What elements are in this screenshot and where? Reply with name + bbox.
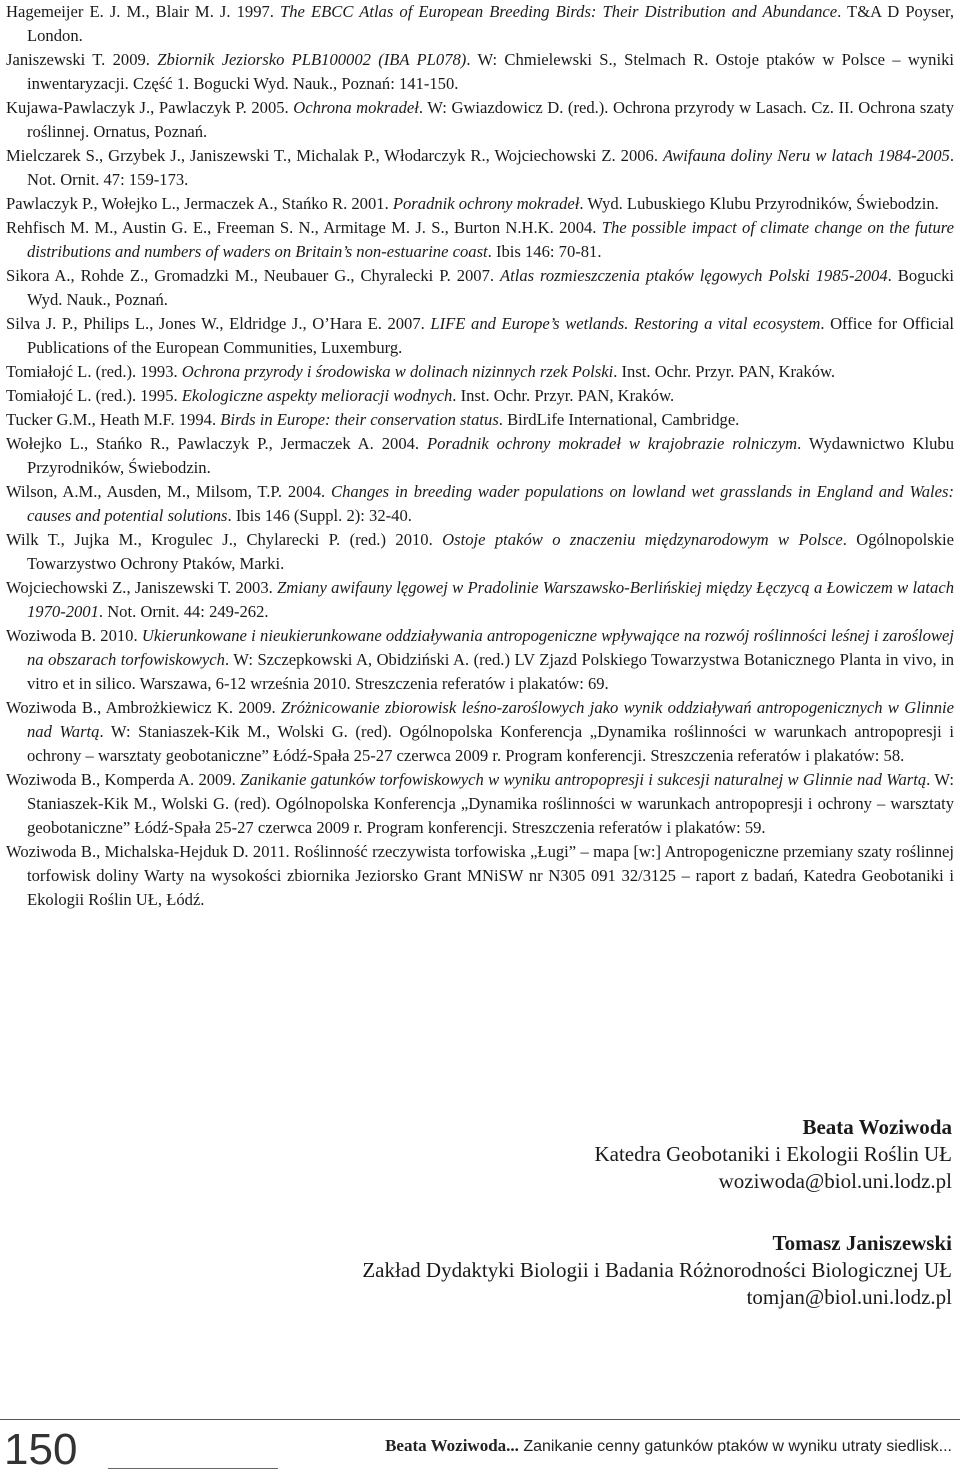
reference-source: . Wyd. Lubuskiego Klubu Przyrodników, Świebodzin.	[579, 194, 939, 213]
author-name: Tomasz Janiszewski	[772, 1231, 952, 1255]
reference-authors: Tucker G.M., Heath M.F. 1994.	[6, 410, 221, 429]
reference-title: Poradnik ochrony mokradeł w krajobrazie rolniczym	[426, 434, 798, 453]
reference-entry	[6, 96, 954, 144]
reference-authors: Wilson, A.M., Ausden, M., Milsom, T.P. 2004.	[6, 482, 332, 501]
author-email[interactable]: tomjan@biol.uni.lodz.pl	[746, 1285, 952, 1309]
reference-source: . BirdLife International, Cambridge.	[498, 410, 740, 429]
reference-title: Zróżnicowanie zbiorowisk leśno-zaroślowych jako wynik oddziaływań antropogenicznych w Glinnie nad Wartą	[27, 698, 954, 741]
reference-source: . Not. Ornit. 47: 159-173.	[27, 146, 954, 189]
reference-entry	[6, 384, 954, 408]
reference-title: Atlas rozmieszczenia ptaków lęgowych Polski 1985-2004	[499, 266, 888, 285]
reference-authors: Mielczarek S., Grzybek J., Janiszewski T., Michalak P., Włodarczyk R., Wojciechowski Z. 2006.	[6, 146, 663, 165]
author-affiliation: Katedra Geobotaniki i Ekologii Roślin UŁ	[594, 1142, 952, 1166]
running-head-title: Zanikanie cenny gatunków ptaków w wyniku utraty siedlisk...	[518, 1438, 952, 1455]
reference-source: . Ogólnopolskie Towarzystwo Ochrony Ptaków, Marki.	[27, 530, 954, 573]
reference-title: Ochrona przyrody i środowiska w dolinach nizinnych rzek Polski	[181, 362, 614, 381]
reference-authors: Tomiałojć L. (red.). 1995.	[6, 386, 182, 405]
reference-entry	[6, 480, 954, 528]
reference-authors: Wilk T., Jujka M., Krogulec J., Chylarecki P. (red.) 2010.	[6, 530, 443, 549]
reference-authors: Silva J. P., Philips L., Jones W., Eldridge J., O’Hara E. 2007.	[6, 314, 431, 333]
reference-title: Changes in breeding wader populations on lowland wet grasslands in England and Wales: causes and potential solutions	[27, 482, 955, 525]
reference-title: The EBCC Atlas of European Breeding Birds: Their Distribution and Abundance	[280, 2, 838, 21]
author-block-1	[594, 1114, 952, 1195]
reference-source: . Ibis 146: 70-81.	[487, 242, 602, 261]
reference-source: . W: Gwiazdowicz D. (red.). Ochrona przyrody w Lasach. Cz. II. Ochrona szaty roślinnej. Ornatus, Poznań.	[27, 98, 954, 141]
reference-entry	[6, 840, 954, 912]
reference-entry	[6, 408, 954, 432]
footer-divider	[0, 1419, 960, 1420]
reference-authors: Woziwoda B., Komperda A. 2009.	[6, 770, 241, 789]
reference-entry	[6, 144, 954, 192]
reference-title: LIFE and Europe’s wetlands. Restoring a vital ecosystem	[430, 314, 821, 333]
reference-source: . Office for Official Publications of the European Communities, Luxemburg.	[27, 314, 954, 357]
reference-entry	[6, 48, 954, 96]
reference-title: Poradnik ochrony mokradeł	[392, 194, 580, 213]
reference-title: Awifauna doliny Neru w latach 1984-2005	[662, 146, 950, 165]
reference-entry	[6, 432, 954, 480]
reference-authors: Pawlaczyk P., Wołejko L., Jermaczek A., Stańko R. 2001.	[6, 194, 393, 213]
author-email[interactable]: woziwoda@biol.uni.lodz.pl	[718, 1169, 952, 1193]
reference-entry	[6, 528, 954, 576]
reference-source: . T&A D Poyser, London.	[27, 2, 954, 45]
reference-entry	[6, 576, 954, 624]
running-head-author: Beata Woziwoda...	[385, 1436, 519, 1455]
reference-entry	[6, 624, 954, 696]
reference-title: The possible impact of climate change on the future distributions and numbers of waders on Britain’s non-estuarine coast	[27, 218, 954, 261]
reference-authors: Hagemeijer E. J. M., Blair M. J. 1997.	[6, 2, 281, 21]
reference-source: . Inst. Ochr. Przyr. PAN, Kraków.	[452, 386, 675, 405]
reference-source: . Wydawnictwo Klubu Przyrodników, Świebodzin.	[27, 434, 955, 477]
reference-source: . W: Staniaszek-Kik M., Wolski G. (red). Ogólnopolska Konferencja „Dynamika roślinności w warunkach antropopresji i ochrony – warsztaty geobotaniczne” Łódź-Spała 25-27 czerwca 2009 r. Program konferencji. Streszczenia referatów i plakatów: 58.	[27, 722, 954, 765]
reference-list	[6, 0, 954, 912]
reference-source: . Ibis 146 (Suppl. 2): 32-40.	[227, 506, 412, 525]
reference-authors: Janiszewski T. 2009.	[6, 50, 158, 69]
reference-entry	[6, 192, 954, 216]
reference-entry	[6, 768, 954, 840]
reference-authors: Tomiałojć L. (red.). 1993.	[6, 362, 182, 381]
reference-source: . W: Staniaszek-Kik M., Wolski G. (red). Ogólnopolska Konferencja „Dynamika roślinności w warunkach antropopresji i ochrony – warsztaty geobotaniczne” Łódź-Spała 25-27 czerwca 2009 r. Program konferencji. Streszczenia referatów i plakatów: 59.	[27, 770, 954, 837]
reference-title: Birds in Europe: their conservation status	[220, 410, 499, 429]
reference-entry	[6, 696, 954, 768]
reference-authors: Wołejko L., Stańko R., Pawlaczyk P., Jermaczek A. 2004.	[6, 434, 427, 453]
reference-authors: Woziwoda B. 2010.	[6, 626, 142, 645]
reference-title: Ochrona mokradeł	[293, 98, 419, 117]
reference-source: . Not. Ornit. 44: 249-262.	[98, 602, 269, 621]
author-name: Beata Woziwoda	[802, 1115, 952, 1139]
reference-authors: Sikora A., Rohde Z., Gromadzki M., Neubauer G., Chyralecki P. 2007.	[6, 266, 500, 285]
reference-authors: Woziwoda B., Ambrożkiewicz K. 2009.	[6, 698, 281, 717]
reference-entry	[6, 264, 954, 312]
reference-entry	[6, 312, 954, 360]
reference-title: Zanikanie gatunków torfowiskowych w wyniku antropopresji i sukcesji naturalnej w Glinnie nad Wartą	[240, 770, 927, 789]
footer-rule	[108, 1468, 278, 1469]
reference-authors: Kujawa-Pawlaczyk J., Pawlaczyk P. 2005.	[6, 98, 294, 117]
running-head	[385, 1436, 952, 1457]
author-affiliation: Zakład Dydaktyki Biologii i Badania Różnorodności Biologicznej UŁ	[362, 1258, 952, 1282]
reference-title: Zbiornik Jeziorsko PLB100002 (IBA PL078)	[157, 50, 467, 69]
reference-source: . W: Szczepkowski A, Obidziński A. (red.) LV Zjazd Polskiego Towarzystwa Botanicznego Planta in vivo, in vitro et in silico. Warszawa, 6-12 września 2010. Streszczenia referatów i plakatów: 69.	[27, 650, 955, 693]
reference-title: Zmiany awifauny lęgowej w Pradolinie Warszawsko-Berlińskiej między Łęczycą a Łowiczem w latach 1970-2001	[27, 578, 954, 621]
reference-title: Ostoje ptaków o znaczeniu międzynarodowym w Polsce	[442, 530, 843, 549]
author-block-2	[362, 1230, 952, 1311]
reference-title: Ekologiczne aspekty melioracji wodnych	[181, 386, 453, 405]
reference-entry	[6, 0, 954, 48]
reference-entry	[6, 216, 954, 264]
reference-source: . W: Chmielewski S., Stelmach R. Ostoje ptaków w Polsce – wyniki inwentaryzacji. Część 1. Bogucki Wyd. Nauk., Poznań: 141-150.	[27, 50, 954, 93]
reference-authors: Wojciechowski Z., Janiszewski T. 2003.	[6, 578, 278, 597]
reference-authors: Woziwoda B., Michalska-Hejduk D. 2011. Roślinność rzeczywista torfowiska „Ługi” – mapa [w:] Antropogeniczne przemiany szaty roślinnej torfowisk doliny Warty na wysokości zbiornika Jeziorsko Grant MNiSW nr N305 091 32/3125 – raport z badań, Katedra Geobotaniki i Ekologii Roślin UŁ, Łódź.	[6, 842, 954, 909]
page-number: 150	[4, 1425, 78, 1474]
reference-entry	[6, 360, 954, 384]
reference-title: Ukierunkowane i nieukierunkowane oddziaływania antropogeniczne wpływające na rozwój roślinności leśnej i zaroślowej na obszarach torfowiskowych	[27, 626, 954, 669]
reference-source: . Inst. Ochr. Przyr. PAN, Kraków.	[613, 362, 836, 381]
reference-authors: Rehfisch M. M., Austin G. E., Freeman S. N., Armitage M. J. S., Burton N.H.K. 2004.	[6, 218, 602, 237]
reference-source: . Bogucki Wyd. Nauk., Poznań.	[27, 266, 954, 309]
